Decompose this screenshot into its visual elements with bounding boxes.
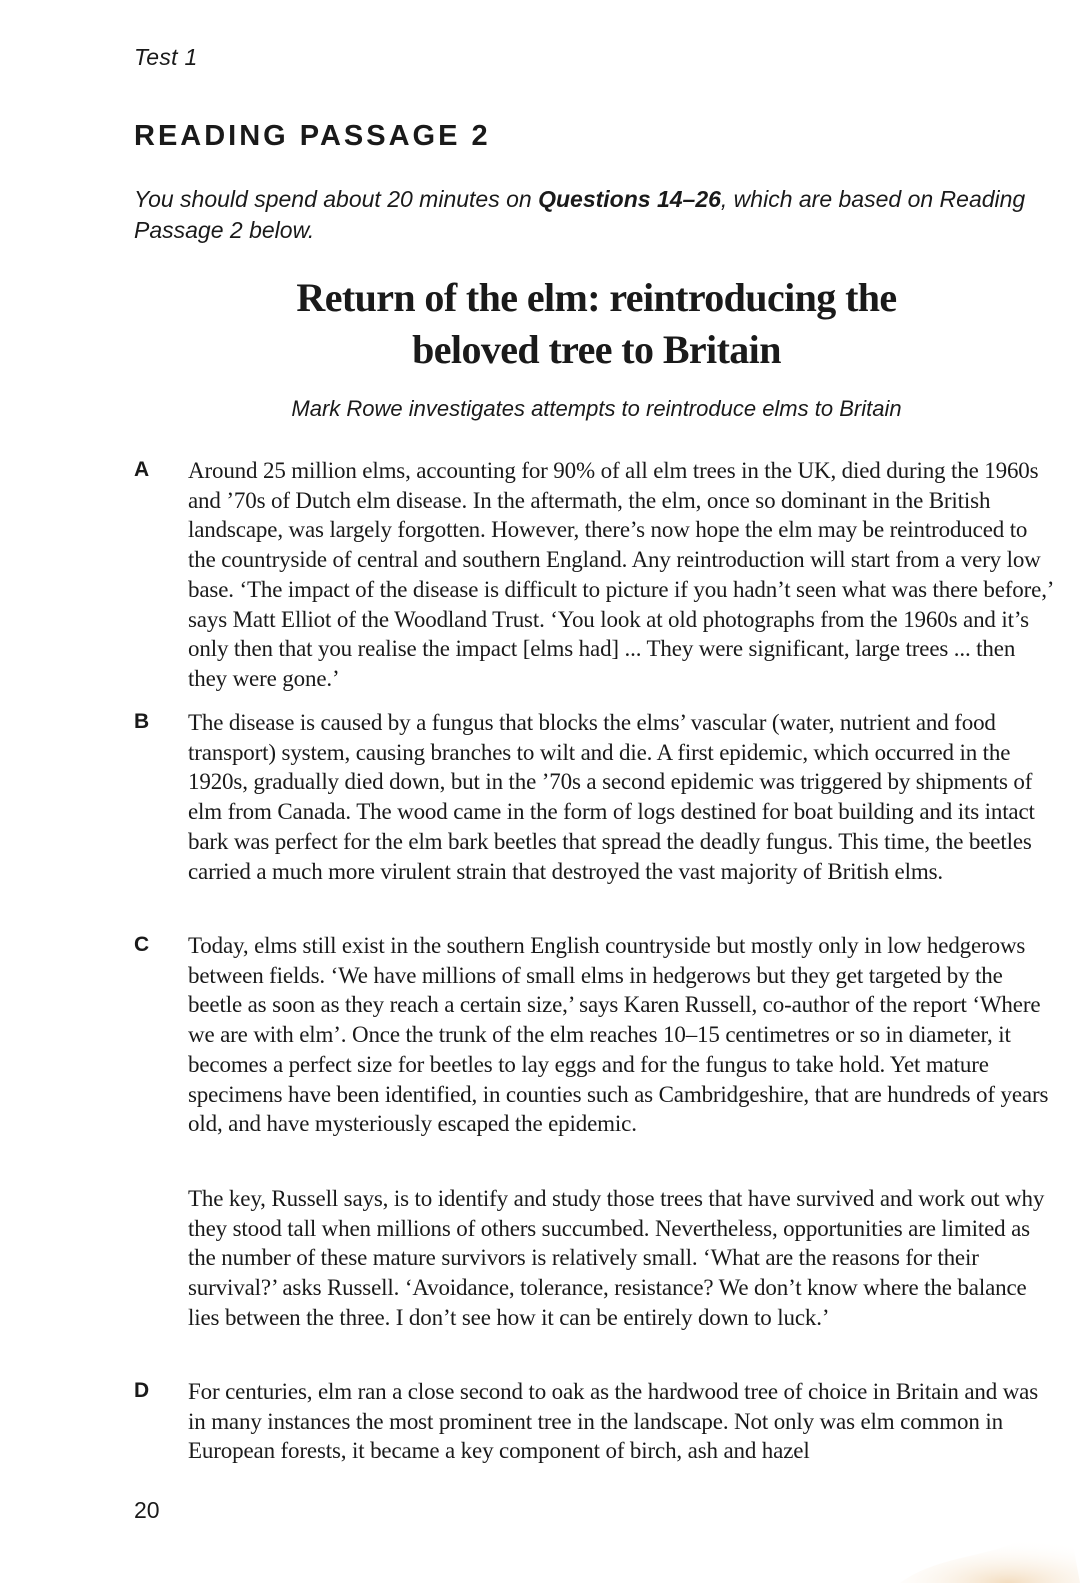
paragraph-c-continued <box>134 1184 1059 1333</box>
paragraph-text: The disease is caused by a fungus that blocks the elms’ vascular (water, nutrient and food transport) system, causing branches to wilt and die. A first epidemic, which occurred in the 1920s, gradually died down, but in the ’70s a second epidemic was triggered by shipments of elm from Canada. The wood came in the form of logs destined for boat building and its intact bark was perfect for the elm bark beetles that spread the deadly fungus. This time, the beetles carried a much more virulent strain that destroyed the vast majority of British elms. <box>188 710 1035 884</box>
paragraph-letter: C <box>134 933 150 956</box>
paragraph-text: Around 25 million elms, accounting for 90% of all elm trees in the UK, died during the 1960s and ’70s of Dutch elm disease. In the aftermath, the elm, once so dominant in the British landscape, was largely forgotten. However, there’s now hope the elm may be reintroduced to the countryside of central and southern England. Any reintroduction will start from a very low base. ‘The impact of the disease is difficult to picture if you hadn’t seen what was there before,’ says Matt Elliot of the Woodland Trust. ‘You look at old photographs from the 1960s and it’s only then that you realise the impact [elms had] ... They were significant, large trees ... then they were gone.’ <box>188 458 1053 691</box>
page-number: 20 <box>134 1497 160 1523</box>
paragraph-letter: D <box>134 1379 150 1402</box>
paragraph-letter: B <box>134 710 150 733</box>
paragraph-b <box>134 708 1059 886</box>
paragraph-d <box>134 1377 1059 1466</box>
article-byline: Mark Rowe investigates attempts to reintroduce elms to Britain <box>291 396 902 421</box>
section-title: READING PASSAGE 2 <box>134 120 491 152</box>
instructions-prefix: You should spend about 20 minutes on <box>134 186 539 212</box>
corner-smudge <box>880 1503 1080 1583</box>
paragraph-text: The key, Russell says, is to identify and study those trees that have survived and work out why they stood tall when millions of others succumbed. Nevertheless, opportunities are limited as the number of these mature survivors is relatively small. ‘What are the reasons for their survival?’ asks Russell. ‘Avoidance, tolerance, resistance? We don’t know where the balance lies between the three. I don’t see how it can be entirely down to luck.’ <box>188 1186 1045 1330</box>
paragraph-text: Today, elms still exist in the southern English countryside but mostly only in low hedgerows between fields. ‘We have millions of small elms in hedgerows but they get targeted by the beetle as soon as they reach a certain size,’ says Karen Russell, co-author of the report ‘Where we are with elm’. Once the trunk of the elm reaches 10–15 centimetres or so in diameter, it becomes a perfect size for beetles to lay eggs and for the fungus to take hold. Yet mature specimens have been identified, in counties such as Cambridgeshire, that are hundreds of years old, and have mysteriously escaped the epidemic. <box>188 933 1049 1137</box>
article-title-line-2: beloved tree to Britain <box>412 327 781 372</box>
paragraph-a <box>134 456 1059 694</box>
instructions <box>134 184 1059 246</box>
instructions-suffix: , which are based on Reading Passage 2 below. <box>134 186 1026 243</box>
paragraph-text: For centuries, elm ran a close second to oak as the hardwood tree of choice in Britain and was in many instances the most prominent tree in the landscape. Not only was elm common in European forests, it became a key component of birch, ash and hazel <box>188 1379 1039 1464</box>
instructions-questions: Questions 14–26 <box>538 186 721 212</box>
running-header: Test 1 <box>134 44 198 70</box>
article-title <box>134 272 1059 376</box>
article-title-line-1: Return of the elm: reintroducing the <box>296 275 897 320</box>
paragraph-c <box>134 931 1059 1139</box>
paragraph-letter: A <box>134 458 150 481</box>
